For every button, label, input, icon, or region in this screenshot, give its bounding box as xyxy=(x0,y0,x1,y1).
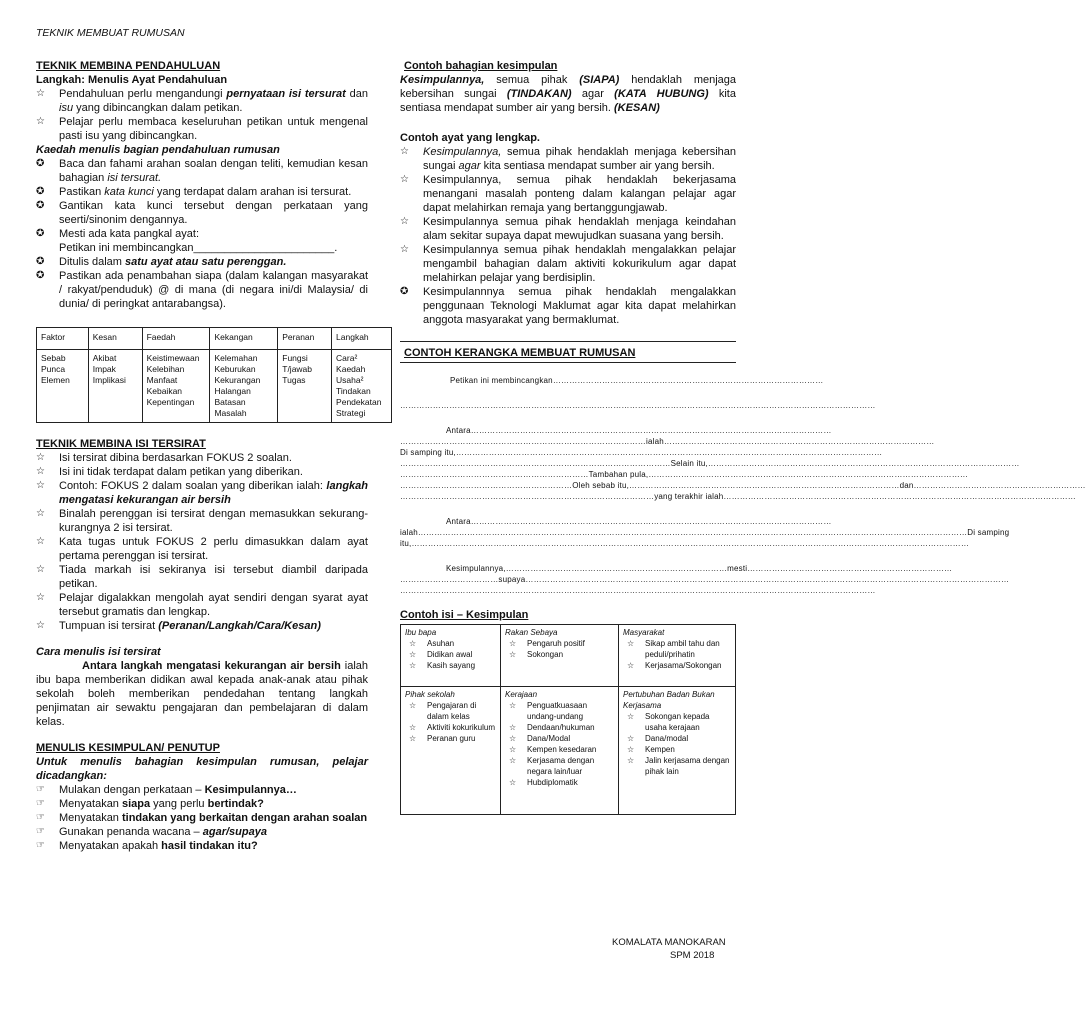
star-icon: ✪ xyxy=(36,158,45,169)
list-item: ☆ Isi ini tidak terdapat dalam petikan yang diberikan. xyxy=(36,466,303,478)
star-outline-icon: ☆ xyxy=(36,88,45,99)
table-cell: Rakan Sebaya ☆ Pengaruh positif ☆ Sokongan xyxy=(501,625,619,687)
table-cell: Pertubuhan Badan Bukan Kerjasama ☆ Sokongan kepada usaha kerajaan ☆ Dana/modal ☆ Kempen ☆ Jalin kerjasama dengan pihak lain xyxy=(619,687,736,815)
document-title: TEKNIK MEMBUAT RUMUSAN xyxy=(36,27,185,39)
kesimpulan-intro: Untuk menulis bahagian kesimpulan rumusan, pelajar dicadangkan: xyxy=(36,756,368,782)
kerangka-line: ………………………………………………………………………………ialah……………………………………………………………………………………… xyxy=(400,437,935,446)
isi-tersirat-heading: TEKNIK MEMBINA ISI TERSIRAT xyxy=(36,438,206,450)
star-outline-icon: ☆ xyxy=(36,466,45,477)
star-outline-icon: ☆ xyxy=(509,650,517,659)
kerangka-line: ………………………………supaya…………………………………………………………………………………………………………………………………………………………… xyxy=(400,575,1010,584)
list-item: ☆ Isi tersirat dibina berdasarkan FOKUS 2 soalan. xyxy=(36,452,292,464)
star-outline-icon: ☆ xyxy=(627,734,635,743)
star-outline-icon: ☆ xyxy=(627,712,635,721)
star-outline-icon: ☆ xyxy=(509,745,517,754)
contoh-kesimpulan-paragraph: Kesimpulannya, semua pihak (SIAPA) hendaklah menjaga kebersihan sungai (TINDAKAN) agar (KATA HUBUNG) kita sentiasa mendapat sumber air yang bersih. (KESAN) xyxy=(400,74,737,114)
hand-pointer-icon: ☞ xyxy=(36,826,45,837)
list-item: ☆ Pelajar digalakkan mengolah ayat sendiri dengan syarat ayat tersebut gramatis dan lengkap. xyxy=(36,592,368,618)
star-outline-icon: ☆ xyxy=(509,701,517,710)
star-outline-icon: ☆ xyxy=(400,244,409,255)
star-outline-icon: ☆ xyxy=(409,701,417,710)
column-header: Peranan xyxy=(278,328,332,350)
kerangka-line: ………………………………………………………………………………………Selain itu,…………………………………………………………………………………………………… xyxy=(400,459,1020,468)
faktor-table xyxy=(36,327,392,423)
column-header: Kekangan xyxy=(210,328,278,350)
list-item: ☆ Kesimpulannya semua pihak hendaklah menjaga keindahan alam sekitar supaya dapat mewujudkan suasana yang bersih. xyxy=(400,216,736,242)
table-cell: Kelemahan Keburukan Kekurangan Halangan Batasan Masalah xyxy=(210,350,278,423)
table-cell: Kerajaan ☆ Penguatkuasaan undang-undang ☆ Dendaan/hukuman ☆ Dana/Modal ☆ Kempen kesedaran ☆ Kerjasama dengan negara lain/luar ☆ Hubdiplomatik xyxy=(501,687,619,815)
star-outline-icon: ☆ xyxy=(36,508,45,519)
star-outline-icon: ☆ xyxy=(36,480,45,491)
hand-pointer-icon: ☞ xyxy=(36,840,45,851)
table-cell: Keistimewaan Kelebihan Manfaat Kebaikan Kepentingan xyxy=(142,350,210,423)
list-item: ☆ Pelajar perlu membaca keseluruhan petikan untuk mengenal pasti isu yang dibincangkan. xyxy=(36,116,368,142)
contoh-isi-table xyxy=(400,624,736,815)
kerangka-line: Antara…………………………………………………………………………………………………………………… xyxy=(446,426,832,435)
table-cell: Pihak sekolah ☆ Pengajaran di dalam kelas ☆ Aktiviti kokurikulum ☆ Peranan guru xyxy=(401,687,501,815)
pendahuluan-heading: TEKNIK MEMBINA PENDAHULUAN xyxy=(36,60,221,72)
list-item: ☆ Kesimpulannya, semua pihak hendaklah bekerjasama menangani masalah ponteng dalam kalangan pelajar agar dapat melahirkan remaja yang bertanggungjawab. xyxy=(400,174,736,214)
kesimpulan-heading: MENULIS KESIMPULAN/ PENUTUP xyxy=(36,742,220,754)
star-outline-icon: ☆ xyxy=(627,661,635,670)
list-item: ✪ Pastikan kata kunci yang terdapat dalam arahan isi tersurat. xyxy=(36,186,352,198)
star-icon: ✪ xyxy=(36,186,45,197)
list-item: ☆ Tiada markah isi sekiranya isi tersebut diambil daripada petikan. xyxy=(36,564,368,590)
cara-menulis-title: Cara menulis isi tersirat xyxy=(36,646,161,658)
star-outline-icon: ☆ xyxy=(36,452,45,463)
kerangka-line: ………………………………………………………Oleh sebab itu,………………………………………………………………………………………dan……………………………………………………… xyxy=(400,481,1086,490)
star-outline-icon: ☆ xyxy=(36,620,45,631)
list-item: ☆ Pendahuluan perlu mengandungi pernyataan isi tersurat dan isu yang dibincangkan dalam petikan. xyxy=(36,88,368,114)
list-item: ☆ Kata tugas untuk FOKUS 2 perlu dimasukkan dalam ayat pertama perenggan isi tersirat. xyxy=(36,536,368,562)
list-item: ☞ Menyatakan siapa yang perlu bertindak? xyxy=(36,798,264,810)
list-item: ☞ Gunakan penanda wacana – agar/supaya xyxy=(36,826,267,838)
list-item: ✪ Kesimpulannnya semua pihak hendaklah mengalakkan penggunaan Teknologi Maklumat agar kita dapat melahirkan anggota masyarakat yang bermaklumat. xyxy=(400,286,736,326)
star-icon: ✪ xyxy=(36,200,45,211)
star-outline-icon: ☆ xyxy=(409,661,417,670)
table-cell: Sebab Punca Elemen xyxy=(37,350,89,423)
star-icon: ✪ xyxy=(36,228,45,239)
star-outline-icon: ☆ xyxy=(36,116,45,127)
kerangka-line: ………………………………………………………………………………………………………………………………………………………… xyxy=(400,586,876,595)
table-cell: Fungsi T/jawab Tugas xyxy=(278,350,332,423)
star-icon: ✪ xyxy=(36,270,45,281)
list-item: ✪ Ditulis dalam satu ayat atau satu perenggan. xyxy=(36,256,287,268)
star-outline-icon: ☆ xyxy=(409,734,417,743)
column-header: Faedah xyxy=(142,328,210,350)
hand-pointer-icon: ☞ xyxy=(36,798,45,809)
kerangka-line: itu,…………………………………………………………………………………………………………………………………………………………………………………… xyxy=(400,539,970,548)
kerangka-line: ialah…………………………………………………………………………………………………………………………………………………………………………………Di samping xyxy=(400,528,1010,537)
cara-menulis-paragraph: Antara langkah mengatasi kekurangan air bersih ialah ibu bapa memberikan didikan awal kepada anak-anak atau pihak sekolah boleh memberikan pendedahan tentang langkah penjimatan air sewaktu pengajaran dan pembelajaran di dalam kelas. xyxy=(36,660,369,728)
table-cell: Ibu bapa ☆ Asuhan ☆ Didikan awal ☆ Kasih sayang xyxy=(401,625,501,687)
kerangka-box xyxy=(400,341,1086,596)
list-item: ✪ Baca dan fahami arahan soalan dengan teliti, kemudian kesan bahagian isi tersurat. xyxy=(36,158,368,184)
star-icon: ✪ xyxy=(36,256,45,267)
column-header: Langkah xyxy=(332,328,392,350)
list-item: ✪ Pastikan ada penambahan siapa (dalam kalangan masyarakat / rakyat/penduduk) @ di mana (di negara ini/di Malaysia/ di dunia/ di peringkat antarabangsa). xyxy=(36,270,368,310)
star-outline-icon: ☆ xyxy=(409,650,417,659)
right-column xyxy=(400,59,1086,815)
star-outline-icon: ☆ xyxy=(627,639,635,648)
kerangka-line: ……………………………………………………………Tambahan pula,……………………………………………………………………………………………………… xyxy=(400,470,969,479)
table-row xyxy=(401,625,736,687)
star-outline-icon: ☆ xyxy=(509,734,517,743)
list-item: ☆ Tumpuan isi tersirat (Peranan/Langkah/Cara/Kesan) xyxy=(36,620,321,632)
list-item: ☆ Kesimpulannya semua pihak hendaklah mengalakkan pelajar mengambil bahagian dalam aktiviti kokurikulum agar dapat melahirkan pelajar yang berdisiplin. xyxy=(400,244,736,284)
exam-year: SPM 2018 xyxy=(670,950,715,961)
list-item: ☞ Menyatakan tindakan yang berkaitan dengan arahan soalan xyxy=(36,812,368,824)
star-outline-icon: ☆ xyxy=(400,146,409,157)
star-outline-icon: ☆ xyxy=(36,536,45,547)
star-icon: ✪ xyxy=(400,286,409,297)
star-outline-icon: ☆ xyxy=(509,778,517,787)
column-header: Kesan xyxy=(88,328,142,350)
table-row xyxy=(37,350,392,423)
table-cell: Cara² Kaedah Usaha² Tindakan Pendekatan Strategi xyxy=(332,350,392,423)
star-outline-icon: ☆ xyxy=(409,723,417,732)
contoh-ayat-heading: Contoh ayat yang lengkap. xyxy=(400,132,540,144)
star-outline-icon: ☆ xyxy=(509,639,517,648)
star-outline-icon: ☆ xyxy=(400,174,409,185)
star-outline-icon: ☆ xyxy=(409,639,417,648)
kaedah-title: Kaedah menulis bagian pendahuluan rumusan xyxy=(36,144,280,156)
table-row xyxy=(401,687,736,815)
star-outline-icon: ☆ xyxy=(400,216,409,227)
list-item: ✪ Gantikan kata kunci tersebut dengan perkataan yang seerti/sinonim dengannya. xyxy=(36,200,368,226)
kerangka-lines xyxy=(400,363,1086,596)
table-header-row xyxy=(37,328,392,350)
hand-pointer-icon: ☞ xyxy=(36,784,45,795)
kerangka-line: …………………………………………………………………………………yang terakhir ialah………………………………………………………………………………………………………………… xyxy=(400,492,1076,501)
column-header: Faktor xyxy=(37,328,89,350)
list-item: ☞ Mulakan dengan perkataan – Kesimpulannya… xyxy=(36,784,297,796)
list-item: ☆ Binalah perenggan isi tersirat dengan memasukkan sekurang-kurangnya 2 isi tersirat. xyxy=(36,508,368,534)
contoh-kesimpulan-heading: Contoh bahagian kesimpulan xyxy=(404,60,558,72)
author-name: KOMALATA MANOKARAN xyxy=(612,937,726,948)
table-cell: Akibat Impak Implikasi xyxy=(88,350,142,423)
table-cell: Masyarakat ☆ Sikap ambil tahu dan peduli/prihatin ☆ Kerjasama/Sokongan xyxy=(619,625,736,687)
star-outline-icon: ☆ xyxy=(627,745,635,754)
list-item: ☞ Menyatakan apakah hasil tindakan itu? xyxy=(36,840,258,852)
kerangka-heading: CONTOH KERANGKA MEMBUAT RUMUSAN xyxy=(404,347,636,359)
hand-pointer-icon: ☞ xyxy=(36,812,45,823)
kerangka-line: ………………………………………………………………………………………………………………………………………………………… xyxy=(400,401,876,410)
kerangka-line: Antara…………………………………………………………………………………………………………………… xyxy=(446,517,832,526)
footer xyxy=(612,936,726,962)
star-outline-icon: ☆ xyxy=(36,592,45,603)
kerangka-line: Kesimpulannya,………………………………………………………………………mesti………………………………………………………………… xyxy=(446,564,953,573)
star-outline-icon: ☆ xyxy=(509,756,517,765)
list-item: ☆ Kesimpulannya, semua pihak hendaklah menjaga kebersihan sungai agar kita sentiasa mendapat sumber air yang bersih. xyxy=(400,146,736,172)
star-outline-icon: ☆ xyxy=(627,756,635,765)
contoh-isi-heading: Contoh isi – Kesimpulan xyxy=(400,609,529,621)
star-outline-icon: ☆ xyxy=(509,723,517,732)
left-column xyxy=(36,59,382,853)
star-outline-icon: ☆ xyxy=(36,564,45,575)
kerangka-line: Di samping itu,………………………………………………………………………………………………………………………………………… xyxy=(400,448,883,457)
kerangka-line: Petikan ini membincangkan……………………………………………………………………………………… xyxy=(450,376,824,385)
list-item: ✪ Mesti ada kata pangkal ayat: Petikan ini membincangkan_______________________. xyxy=(36,228,338,254)
list-item: ☆ Contoh: FOKUS 2 dalam soalan yang diberikan ialah: langkah mengatasi kekurangan air bersih xyxy=(36,480,368,506)
langkah-title: Langkah: Menulis Ayat Pendahuluan xyxy=(36,74,228,86)
